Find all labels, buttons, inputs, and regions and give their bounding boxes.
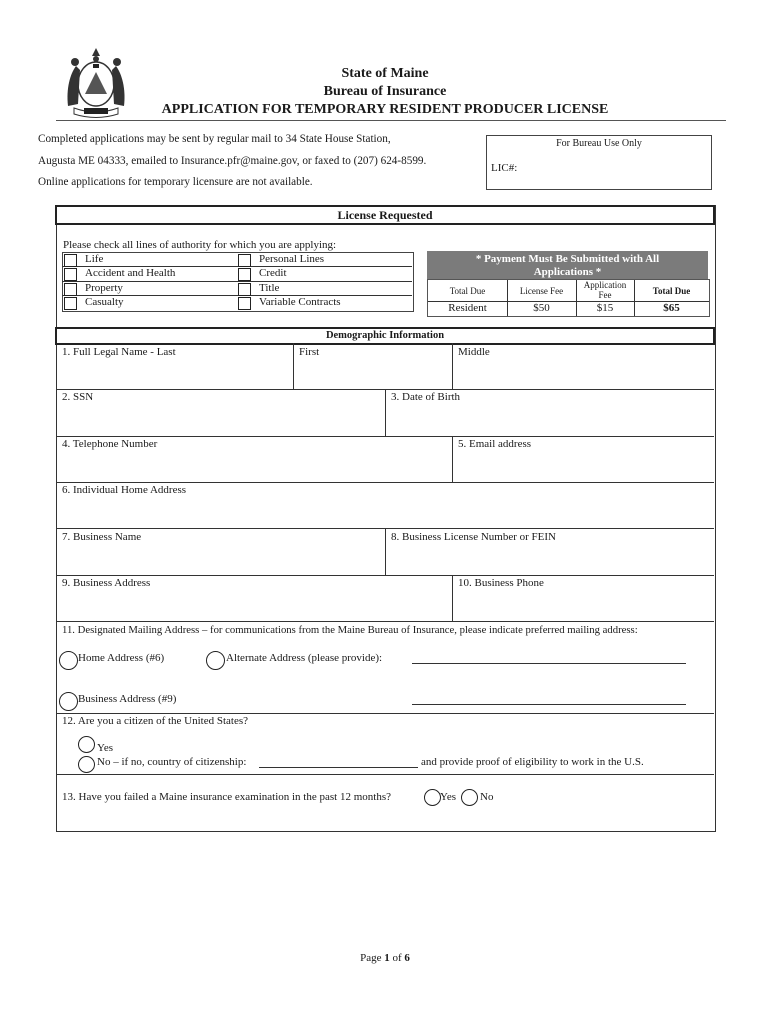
field-business-address[interactable]: 9. Business Address (62, 577, 151, 589)
page-footer (0, 952, 770, 964)
checkbox-accident-health[interactable] (64, 268, 77, 281)
label-personal-lines: Personal Lines (259, 253, 325, 265)
row-line (56, 713, 714, 714)
radio-citizen-no[interactable] (78, 756, 95, 773)
demographic-heading: Demographic Information (55, 327, 715, 345)
label-life: Life (85, 253, 104, 265)
lic-label: LIC#: (491, 162, 518, 174)
label-business-address: Business Address (#9) (78, 693, 177, 705)
label-failed-exam-yes: Yes (440, 791, 457, 803)
field-home-address[interactable]: 6. Individual Home Address (62, 484, 187, 496)
label-citizen-no-suffix: and provide proof of eligibility to work in the U.S. (421, 756, 644, 768)
row-line (56, 575, 714, 576)
col-line (452, 343, 453, 389)
field-telephone[interactable]: 4. Telephone Number (62, 438, 158, 450)
payment-banner-line-1: * Payment Must Be Submitted with All (475, 253, 660, 265)
label-casualty: Casualty (85, 296, 124, 308)
payment-resident-label: Resident (448, 302, 487, 314)
label-home-address: Home Address (#6) (78, 652, 165, 664)
bureau-use-caption: For Bureau Use Only (556, 138, 642, 149)
field-email[interactable]: 5. Email address (458, 438, 532, 450)
intro-line-3: Online applications for temporary licensure are not available. (38, 176, 313, 188)
label-citizen-no: No – if no, country of citizenship: (97, 756, 247, 768)
license-requested-heading: License Requested (55, 205, 715, 225)
label-variable-contracts: Variable Contracts (259, 296, 341, 308)
radio-citizen-yes[interactable] (78, 736, 95, 753)
checkbox-casualty[interactable] (64, 297, 77, 310)
checkbox-life[interactable] (64, 254, 77, 267)
col-line (293, 343, 294, 389)
field-business-name[interactable]: 7. Business Name (62, 531, 142, 543)
payment-table (427, 279, 710, 317)
checkbox-personal-lines[interactable] (238, 254, 251, 267)
payment-application-fee: $15 (596, 302, 614, 314)
label-property: Property (85, 282, 123, 294)
payment-banner-line-2: Applications * (533, 266, 602, 278)
page-number: 1 (384, 952, 390, 964)
alternate-address-line-1[interactable] (412, 663, 686, 664)
checkbox-title[interactable] (238, 283, 251, 296)
authority-instruction: Please check all lines of authority for which you are applying: (63, 239, 337, 251)
q13-label: 13. Have you failed a Maine insurance examination in the past 12 months? (62, 791, 391, 803)
field-date-of-birth[interactable]: 3. Date of Birth (391, 391, 461, 403)
payment-col-total-bold: Total Due (652, 286, 691, 296)
radio-home-address[interactable] (59, 651, 78, 670)
field-ssn[interactable]: 2. SSN (62, 391, 94, 403)
state-title: State of Maine (341, 66, 429, 81)
label-citizen-yes: Yes (97, 742, 114, 754)
payment-col-application-fee-2: Fee (598, 290, 612, 300)
radio-alternate-address[interactable] (206, 651, 225, 670)
field-first-name[interactable]: First (299, 346, 320, 358)
radio-business-address[interactable] (59, 692, 78, 711)
maine-state-seal (60, 44, 132, 120)
field-last-name[interactable]: 1. Full Legal Name - Last (62, 346, 176, 358)
payment-license-fee: $50 (533, 302, 550, 314)
form-title: APPLICATION FOR TEMPORARY RESIDENT PRODUCER LICENSE (161, 102, 609, 117)
radio-failed-exam-yes[interactable] (424, 789, 441, 806)
page-of: of (392, 952, 402, 964)
field-business-phone[interactable]: 10. Business Phone (458, 577, 544, 589)
label-title: Title (259, 282, 280, 294)
intro-line-2: Augusta ME 04333, emailed to Insurance.pfr@maine.gov, or faxed to (207) 624-8599. (38, 155, 427, 167)
payment-col-total-due: Total Due (449, 286, 486, 296)
alternate-address-line-2[interactable] (412, 704, 686, 705)
payment-col-license-fee: License Fee (519, 286, 564, 296)
intro-line-1: Completed applications may be sent by regular mail to 34 State House Station, (38, 133, 391, 145)
checkbox-credit[interactable] (238, 268, 251, 281)
col-line (452, 575, 453, 621)
field-middle-name[interactable]: Middle (458, 346, 490, 358)
label-accident-health: Accident and Health (85, 267, 176, 279)
checkbox-variable-contracts[interactable] (238, 297, 251, 310)
payment-banner (427, 251, 708, 279)
row-line (56, 436, 714, 437)
checkbox-property[interactable] (64, 283, 77, 296)
label-credit: Credit (259, 267, 287, 279)
bureau-title: Bureau of Insurance (323, 84, 447, 99)
col-line (385, 389, 386, 436)
col-line (452, 436, 453, 482)
header-rule (56, 120, 726, 121)
citizenship-country-line[interactable] (259, 767, 418, 768)
row-line (56, 621, 714, 622)
label-alternate-address: Alternate Address (please provide): (226, 652, 383, 664)
q11-label: 11. Designated Mailing Address – for communications from the Maine Bureau of Insurance, please indicate preferred mailing address: (62, 624, 638, 636)
row-line (56, 482, 714, 483)
radio-failed-exam-no[interactable] (461, 789, 478, 806)
row-line (56, 774, 714, 775)
payment-total: $65 (663, 302, 680, 314)
page-prefix: Page (360, 952, 382, 964)
bureau-use-box (486, 135, 712, 190)
col-line (385, 528, 386, 575)
label-failed-exam-no: No (480, 791, 494, 803)
q12-label: 12. Are you a citizen of the United States? (62, 715, 249, 727)
field-business-license[interactable]: 8. Business License Number or FEIN (391, 531, 556, 543)
payment-col-application-fee-1: Application (583, 280, 627, 290)
page-total: 6 (404, 952, 410, 964)
